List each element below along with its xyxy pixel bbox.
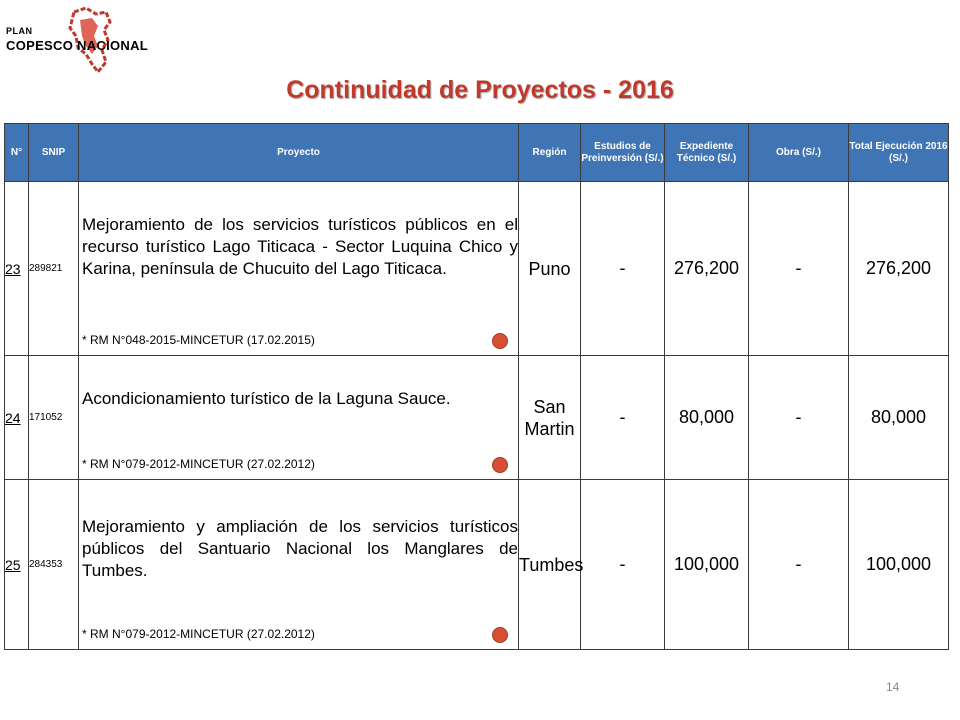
col-header-snip: SNIP <box>29 124 79 182</box>
page-title: Continuidad de Proyectos - 2016 <box>286 76 674 104</box>
row-number: 24 <box>5 356 29 480</box>
row-region: Tumbes <box>519 480 581 650</box>
row-snip: 171052 <box>29 356 79 480</box>
project-note: * RM N°079-2012-MINCETUR (27.02.2012) <box>82 627 315 641</box>
col-header-total: Total Ejecución 2016 (S/.) <box>849 124 949 182</box>
project-note: * RM N°048-2015-MINCETUR (17.02.2015) <box>82 333 315 347</box>
col-header-estudios: Estudios de Preinversión (S/.) <box>581 124 665 182</box>
table-row <box>5 356 949 480</box>
row-total: 276,200 <box>849 182 949 356</box>
status-dot-icon <box>492 333 508 349</box>
row-obra: - <box>749 356 849 480</box>
col-header-num: N° <box>5 124 29 182</box>
row-proyecto <box>79 480 519 650</box>
table-row <box>5 480 949 650</box>
row-region: Puno <box>519 182 581 356</box>
row-obra: - <box>749 182 849 356</box>
logo-name-text: COPESCO NACIONAL <box>6 38 149 53</box>
status-dot-icon <box>492 627 508 643</box>
col-header-proyecto: Proyecto <box>79 124 519 182</box>
row-number: 23 <box>5 182 29 356</box>
row-region: San Martin <box>519 356 581 480</box>
row-obra: - <box>749 480 849 650</box>
plan-copesco-logo <box>6 6 176 76</box>
row-expediente: 80,000 <box>665 356 749 480</box>
projects-table <box>4 123 949 650</box>
project-description: Acondicionamiento turístico de la Laguna Sauce. <box>82 389 451 408</box>
row-proyecto <box>79 182 519 356</box>
col-header-region: Región <box>519 124 581 182</box>
project-description: Mejoramiento y ampliación de los servicios turísticos públicos del Santuario Nacional los Manglares de Tumbes. <box>82 517 518 580</box>
col-header-obra: Obra (S/.) <box>749 124 849 182</box>
project-note: * RM N°079-2012-MINCETUR (27.02.2012) <box>82 457 315 471</box>
row-expediente: 276,200 <box>665 182 749 356</box>
project-description: Mejoramiento de los servicios turísticos públicos en el recurso turístico Lago Titicaca - Sector Luquina Chico y Karina, península de Chucuito del Lago Titicaca. <box>82 215 518 278</box>
row-snip: 284353 <box>29 480 79 650</box>
table-header-row <box>5 124 949 182</box>
row-total: 80,000 <box>849 356 949 480</box>
table-row <box>5 182 949 356</box>
status-dot-icon <box>492 457 508 473</box>
row-snip: 289821 <box>29 182 79 356</box>
col-header-expediente: Expediente Técnico (S/.) <box>665 124 749 182</box>
row-estudios: - <box>581 182 665 356</box>
row-total: 100,000 <box>849 480 949 650</box>
row-expediente: 100,000 <box>665 480 749 650</box>
row-estudios: - <box>581 356 665 480</box>
row-estudios: - <box>581 480 665 650</box>
row-proyecto <box>79 356 519 480</box>
row-number: 25 <box>5 480 29 650</box>
logo-plan-text: PLAN <box>6 26 33 36</box>
page-number: 14 <box>886 680 900 694</box>
